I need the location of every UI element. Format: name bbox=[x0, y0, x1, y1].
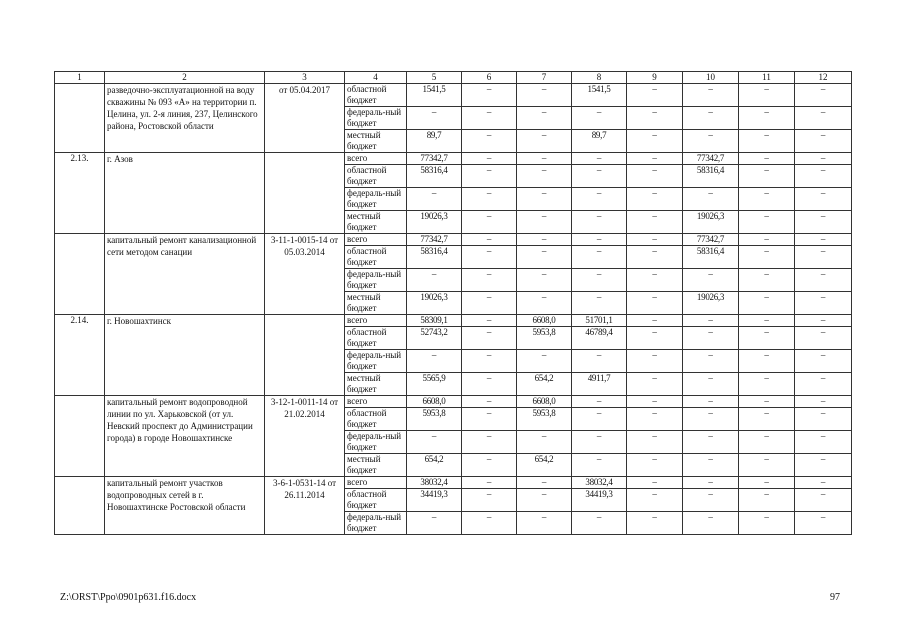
value-cell: – bbox=[739, 246, 795, 269]
funding-source: местный бюджет bbox=[345, 373, 407, 396]
row-number bbox=[55, 234, 105, 315]
value-cell: 77342,7 bbox=[683, 234, 739, 246]
value-cell: – bbox=[517, 431, 572, 454]
value-cell: – bbox=[572, 211, 627, 234]
value-cell: – bbox=[462, 107, 517, 130]
value-cell: – bbox=[517, 246, 572, 269]
value-cell: – bbox=[517, 211, 572, 234]
funding-source: федераль-ный бюджет bbox=[345, 107, 407, 130]
value-cell: – bbox=[627, 246, 683, 269]
value-cell: – bbox=[739, 454, 795, 477]
object-description: г. Азов bbox=[105, 153, 265, 234]
value-cell: – bbox=[683, 130, 739, 153]
row-number: 2.14. bbox=[55, 315, 105, 396]
value-cell: – bbox=[572, 292, 627, 315]
row-number bbox=[55, 84, 105, 153]
value-cell: 77342,7 bbox=[407, 234, 462, 246]
object-description: капитальный ремонт участков водопроводных сетей в г. Новошахтинске Ростовской области bbox=[105, 477, 265, 535]
value-cell: 6608,0 bbox=[407, 396, 462, 408]
funding-source: областной бюджет bbox=[345, 408, 407, 431]
funding-source: всего bbox=[345, 396, 407, 408]
value-cell: – bbox=[739, 315, 795, 327]
value-cell: – bbox=[517, 130, 572, 153]
value-cell: – bbox=[683, 84, 739, 107]
funding-source: областной бюджет bbox=[345, 165, 407, 188]
value-cell: – bbox=[462, 373, 517, 396]
value-cell: – bbox=[739, 292, 795, 315]
value-cell: – bbox=[572, 454, 627, 477]
value-cell: – bbox=[739, 130, 795, 153]
value-cell: – bbox=[627, 153, 683, 165]
value-cell: – bbox=[795, 211, 852, 234]
object-description: разведочно-эксплуатационной на воду скважины № 093 «А» на территории п. Целина, ул. 2-я линия, 237, Целинского района, Ростовской области bbox=[105, 84, 265, 153]
funding-source: федераль-ный бюджет bbox=[345, 431, 407, 454]
value-cell: 89,7 bbox=[572, 130, 627, 153]
value-cell: – bbox=[795, 431, 852, 454]
budget-table bbox=[54, 71, 852, 535]
column-header: 9 bbox=[627, 72, 683, 84]
value-cell: – bbox=[627, 477, 683, 489]
column-header: 1 bbox=[55, 72, 105, 84]
value-cell: – bbox=[462, 512, 517, 535]
value-cell: – bbox=[795, 165, 852, 188]
value-cell: – bbox=[795, 246, 852, 269]
value-cell: 654,2 bbox=[517, 373, 572, 396]
value-cell: 52743,2 bbox=[407, 327, 462, 350]
value-cell: – bbox=[407, 107, 462, 130]
funding-source: федераль-ный бюджет bbox=[345, 512, 407, 535]
value-cell: – bbox=[517, 153, 572, 165]
value-cell: – bbox=[462, 84, 517, 107]
value-cell: – bbox=[627, 431, 683, 454]
value-cell: – bbox=[795, 477, 852, 489]
value-cell: 77342,7 bbox=[407, 153, 462, 165]
value-cell: – bbox=[462, 477, 517, 489]
value-cell: – bbox=[462, 292, 517, 315]
value-cell: – bbox=[795, 327, 852, 350]
document-reference: 3-12-1-0011-14 от 21.02.2014 bbox=[265, 396, 345, 477]
document-reference bbox=[265, 315, 345, 396]
value-cell: – bbox=[739, 327, 795, 350]
value-cell: – bbox=[572, 188, 627, 211]
value-cell: – bbox=[407, 512, 462, 535]
document-reference: от 05.04.2017 bbox=[265, 84, 345, 153]
value-cell: – bbox=[517, 477, 572, 489]
value-cell: – bbox=[572, 234, 627, 246]
document-reference: 3-11-1-0015-14 от 05.03.2014 bbox=[265, 234, 345, 315]
value-cell: – bbox=[795, 234, 852, 246]
document-reference bbox=[265, 153, 345, 234]
table-body bbox=[55, 84, 852, 535]
value-cell: – bbox=[683, 327, 739, 350]
value-cell: 77342,7 bbox=[683, 153, 739, 165]
value-cell: – bbox=[462, 454, 517, 477]
value-cell: – bbox=[462, 269, 517, 292]
value-cell: – bbox=[407, 431, 462, 454]
funding-source: всего bbox=[345, 153, 407, 165]
value-cell: – bbox=[683, 350, 739, 373]
value-cell: – bbox=[627, 107, 683, 130]
value-cell: – bbox=[462, 489, 517, 512]
value-cell: – bbox=[627, 489, 683, 512]
value-cell: – bbox=[572, 153, 627, 165]
value-cell: – bbox=[462, 234, 517, 246]
value-cell: 19026,3 bbox=[683, 211, 739, 234]
value-cell: – bbox=[627, 396, 683, 408]
column-header: 10 bbox=[683, 72, 739, 84]
value-cell: – bbox=[462, 165, 517, 188]
value-cell: 19026,3 bbox=[407, 211, 462, 234]
value-cell: – bbox=[462, 408, 517, 431]
value-cell: – bbox=[795, 84, 852, 107]
value-cell: – bbox=[407, 269, 462, 292]
funding-source: областной бюджет bbox=[345, 327, 407, 350]
funding-source: федераль-ный бюджет bbox=[345, 350, 407, 373]
table-row bbox=[55, 84, 852, 107]
value-cell: – bbox=[517, 292, 572, 315]
value-cell: 5953,8 bbox=[407, 408, 462, 431]
value-cell: – bbox=[739, 107, 795, 130]
value-cell: – bbox=[739, 234, 795, 246]
value-cell: – bbox=[683, 431, 739, 454]
value-cell: – bbox=[572, 512, 627, 535]
value-cell: – bbox=[795, 188, 852, 211]
funding-source: всего bbox=[345, 234, 407, 246]
value-cell: 58316,4 bbox=[407, 246, 462, 269]
value-cell: – bbox=[572, 269, 627, 292]
value-cell: – bbox=[462, 327, 517, 350]
value-cell: – bbox=[795, 315, 852, 327]
value-cell: – bbox=[627, 454, 683, 477]
value-cell: – bbox=[795, 396, 852, 408]
value-cell: – bbox=[795, 292, 852, 315]
value-cell: – bbox=[739, 350, 795, 373]
value-cell: – bbox=[795, 454, 852, 477]
value-cell: – bbox=[627, 373, 683, 396]
value-cell: – bbox=[627, 292, 683, 315]
value-cell: – bbox=[572, 165, 627, 188]
value-cell: – bbox=[627, 130, 683, 153]
funding-source: всего bbox=[345, 477, 407, 489]
value-cell: – bbox=[683, 489, 739, 512]
value-cell: – bbox=[462, 188, 517, 211]
funding-source: областной бюджет bbox=[345, 246, 407, 269]
value-cell: – bbox=[462, 211, 517, 234]
value-cell: – bbox=[739, 153, 795, 165]
value-cell: – bbox=[627, 165, 683, 188]
funding-source: федераль-ный бюджет bbox=[345, 269, 407, 292]
value-cell: – bbox=[517, 350, 572, 373]
value-cell: – bbox=[572, 246, 627, 269]
value-cell: – bbox=[739, 373, 795, 396]
value-cell: – bbox=[739, 269, 795, 292]
column-header: 2 bbox=[105, 72, 265, 84]
value-cell: – bbox=[683, 454, 739, 477]
page-number: 97 bbox=[830, 592, 840, 603]
value-cell: – bbox=[683, 107, 739, 130]
column-header: 5 bbox=[407, 72, 462, 84]
value-cell: – bbox=[795, 373, 852, 396]
value-cell: – bbox=[683, 188, 739, 211]
funding-source: местный бюджет bbox=[345, 454, 407, 477]
value-cell: – bbox=[739, 431, 795, 454]
value-cell: – bbox=[517, 512, 572, 535]
value-cell: 5953,8 bbox=[517, 327, 572, 350]
column-header: 6 bbox=[462, 72, 517, 84]
value-cell: – bbox=[572, 107, 627, 130]
column-header: 11 bbox=[739, 72, 795, 84]
value-cell: – bbox=[627, 269, 683, 292]
value-cell: – bbox=[795, 130, 852, 153]
value-cell: – bbox=[683, 512, 739, 535]
object-description: капитальный ремонт канализационной сети методом санации bbox=[105, 234, 265, 315]
value-cell: – bbox=[572, 431, 627, 454]
value-cell: 654,2 bbox=[517, 454, 572, 477]
column-header: 3 bbox=[265, 72, 345, 84]
value-cell: 51701,1 bbox=[572, 315, 627, 327]
value-cell: – bbox=[683, 477, 739, 489]
value-cell: 89,7 bbox=[407, 130, 462, 153]
value-cell: – bbox=[462, 246, 517, 269]
row-number bbox=[55, 396, 105, 477]
value-cell: – bbox=[739, 408, 795, 431]
column-header: 7 bbox=[517, 72, 572, 84]
value-cell: – bbox=[795, 408, 852, 431]
column-header: 4 bbox=[345, 72, 407, 84]
value-cell: – bbox=[517, 188, 572, 211]
value-cell: – bbox=[683, 315, 739, 327]
value-cell: – bbox=[572, 350, 627, 373]
column-header: 12 bbox=[795, 72, 852, 84]
value-cell: – bbox=[627, 327, 683, 350]
value-cell: 46789,4 bbox=[572, 327, 627, 350]
row-number: 2.13. bbox=[55, 153, 105, 234]
value-cell: – bbox=[795, 107, 852, 130]
value-cell: 6608,0 bbox=[517, 315, 572, 327]
value-cell: 4911,7 bbox=[572, 373, 627, 396]
value-cell: – bbox=[739, 512, 795, 535]
value-cell: 58316,4 bbox=[407, 165, 462, 188]
value-cell: 19026,3 bbox=[407, 292, 462, 315]
value-cell: – bbox=[739, 188, 795, 211]
table-row bbox=[55, 315, 852, 327]
value-cell: – bbox=[517, 107, 572, 130]
table-row bbox=[55, 396, 852, 408]
table-row bbox=[55, 153, 852, 165]
value-cell: – bbox=[462, 431, 517, 454]
footer-file-path: Z:\ORST\Ppo\0901p631.f16.docx bbox=[60, 592, 197, 603]
funding-source: всего bbox=[345, 315, 407, 327]
value-cell: 34419,3 bbox=[572, 489, 627, 512]
value-cell: 38032,4 bbox=[572, 477, 627, 489]
value-cell: 5565,9 bbox=[407, 373, 462, 396]
value-cell: – bbox=[462, 315, 517, 327]
value-cell: – bbox=[739, 489, 795, 512]
value-cell: 58316,4 bbox=[683, 246, 739, 269]
value-cell: – bbox=[462, 350, 517, 373]
funding-source: местный бюджет bbox=[345, 211, 407, 234]
value-cell: – bbox=[795, 512, 852, 535]
value-cell: – bbox=[627, 188, 683, 211]
value-cell: 58309,1 bbox=[407, 315, 462, 327]
funding-source: областной бюджет bbox=[345, 489, 407, 512]
value-cell: – bbox=[627, 315, 683, 327]
value-cell: – bbox=[517, 234, 572, 246]
value-cell: – bbox=[683, 269, 739, 292]
value-cell: – bbox=[517, 489, 572, 512]
table-row bbox=[55, 477, 852, 489]
value-cell: – bbox=[572, 396, 627, 408]
document-reference: 3-6-1-0531-14 от 26.11.2014 bbox=[265, 477, 345, 535]
column-header: 8 bbox=[572, 72, 627, 84]
value-cell: – bbox=[683, 396, 739, 408]
table-row bbox=[55, 234, 852, 246]
value-cell: – bbox=[739, 165, 795, 188]
value-cell: – bbox=[517, 165, 572, 188]
value-cell: – bbox=[572, 408, 627, 431]
value-cell: – bbox=[795, 350, 852, 373]
value-cell: – bbox=[739, 211, 795, 234]
table-header-row bbox=[55, 72, 852, 84]
value-cell: – bbox=[517, 269, 572, 292]
value-cell: – bbox=[739, 396, 795, 408]
value-cell: – bbox=[407, 350, 462, 373]
value-cell: – bbox=[683, 373, 739, 396]
value-cell: – bbox=[795, 489, 852, 512]
value-cell: – bbox=[683, 408, 739, 431]
value-cell: – bbox=[627, 234, 683, 246]
value-cell: – bbox=[462, 396, 517, 408]
value-cell: 5953,8 bbox=[517, 408, 572, 431]
row-number bbox=[55, 477, 105, 535]
value-cell: – bbox=[462, 130, 517, 153]
value-cell: 1541,5 bbox=[572, 84, 627, 107]
value-cell: 1541,5 bbox=[407, 84, 462, 107]
value-cell: – bbox=[795, 269, 852, 292]
value-cell: – bbox=[627, 512, 683, 535]
value-cell: – bbox=[627, 84, 683, 107]
value-cell: – bbox=[739, 84, 795, 107]
funding-source: местный бюджет bbox=[345, 292, 407, 315]
value-cell: – bbox=[407, 188, 462, 211]
value-cell: 654,2 bbox=[407, 454, 462, 477]
object-description: капитальный ремонт водопроводной линии по ул. Харьковской (от ул. Невский проспект до Администрации города) в городе Новошахтинске bbox=[105, 396, 265, 477]
funding-source: местный бюджет bbox=[345, 130, 407, 153]
funding-source: областной бюджет bbox=[345, 84, 407, 107]
value-cell: 6608,0 bbox=[517, 396, 572, 408]
value-cell: 19026,3 bbox=[683, 292, 739, 315]
value-cell: – bbox=[462, 153, 517, 165]
value-cell: 38032,4 bbox=[407, 477, 462, 489]
value-cell: 58316,4 bbox=[683, 165, 739, 188]
value-cell: 34419,3 bbox=[407, 489, 462, 512]
value-cell: – bbox=[739, 477, 795, 489]
object-description: г. Новошахтинск bbox=[105, 315, 265, 396]
value-cell: – bbox=[627, 350, 683, 373]
funding-source: федераль-ный бюджет bbox=[345, 188, 407, 211]
value-cell: – bbox=[627, 211, 683, 234]
value-cell: – bbox=[627, 408, 683, 431]
value-cell: – bbox=[517, 84, 572, 107]
value-cell: – bbox=[795, 153, 852, 165]
